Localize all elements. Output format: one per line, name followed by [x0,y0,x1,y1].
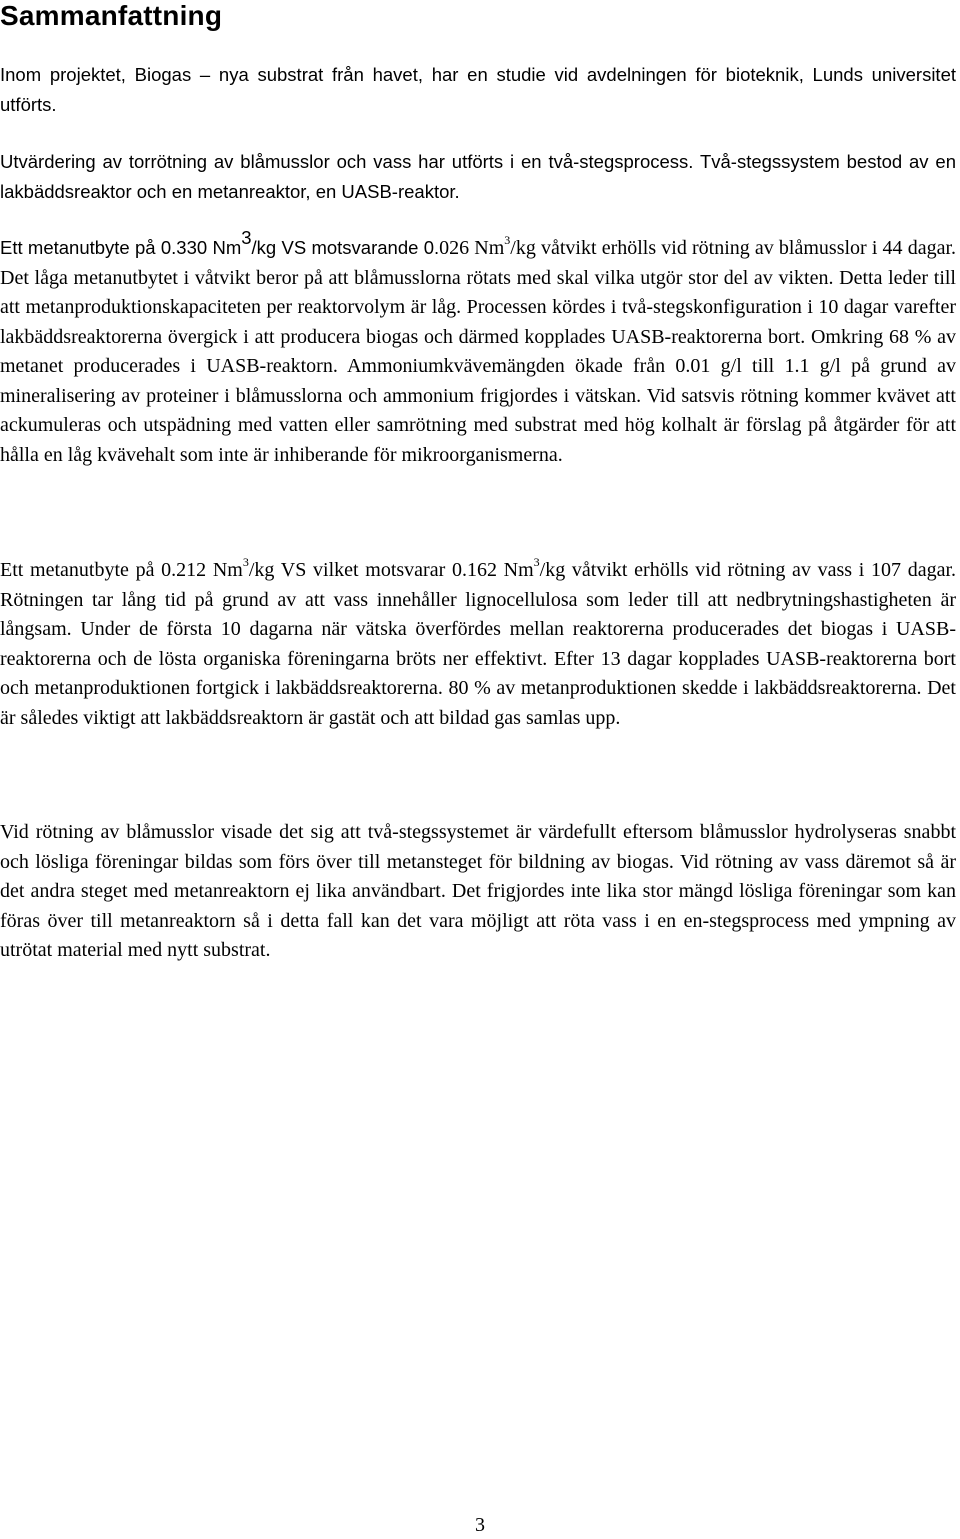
superscript-3: 3 [242,555,249,570]
paragraph-conclusion: Vid rötning av blåmusslor visade det sig att två-stegssystemet är värdefullt eftersom blåmusslor hydrolyseras snabbt och lösliga föreningar bildas som förs över till metansteget för bildning av biogas. Vid rötning av vass däremot så är det andra steget med metanreaktorn ej lika användbart. Det frigjordes inte lika stor mängd lösliga föreningar som kan föras över till metanreaktorn så i detta fall kan det vara möjligt att röta vass i en en-stegsprocess med ympning av utrötat material med nytt substrat. [0,821,956,961]
mussels-yield-text: Ett metanutbyte på 0.330 Nm [0,237,242,258]
mussels-wet-yield: 026 Nm [439,237,505,259]
superscript-3: 3 [504,233,511,248]
paragraph-mussels-results [0,227,957,470]
reed-body-text: /kg våtvikt erhölls vid rötning av vass i 107 dagar. Rötningen tar lång tid på grund av att vass innehåller lignocellulosa som leder till att nedbrytningshastigheten är långsam. Under de första 10 dagarna när vätska överfördes mellan reaktorerna producerades det biogas i UASB-reaktorerna och de lösta organiska föreningarna bröts ner effektivt. Efter 13 dagar kopplades UASB-reaktorerna bort och metanproduktionen fortgick i lakbäddsreaktorerna. 80 % av metanproduktionen skedde i lakbäddsreaktorerna. Det är således viktigt att lakbäddsreaktorn är gastät och att bildad gas samlas upp. [0,559,957,729]
paragraph-reed-results [0,556,956,733]
mussels-yield-unit: /kg VS motsvarande 0. [251,237,440,258]
page-number: 3 [475,1514,485,1536]
reed-yield-unit: /kg VS vilket motsvarar 0.162 Nm [248,559,534,581]
reed-yield-text: Ett metanutbyte på 0.212 Nm [0,559,243,581]
section-heading: Sammanfattning [0,0,223,31]
mussels-body-text: /kg våtvikt erhölls vid rötning av blåmusslor i 44 dagar. Det låga metanutbytet i våtvikt beror på att blåmusslorna rötats med skal vilka utgör stor del av vikten. Detta leder till att metanproduktionskapaciteten per reaktorvolym är låg. Processen kördes i två-stegskonfiguration i 10 dagar varefter lakbäddsreaktorerna övergick i att producera biogas och därmed kopplades UASB-reaktorerna bort. Omkring 68 % av metanet producerades i UASB-reaktorn. Ammoniumkvävemängden ökade från 0.01 g/l till 1.1 g/l på grund av mineralisering av proteiner i blåmusslorna och ammonium frigjordes i vätskan. Vid satsvis rötning kommer kvävet att ackumuleras och utspädning med vatten eller samrötning med substrat med hög kolhalt är förslag på åtgärder för att hålla en låg kvävehalt som inte är inhiberande för mikroorganismerna. [0,237,957,466]
superscript-3: 3 [241,227,252,249]
superscript-3: 3 [533,555,540,570]
paragraph-evaluation: Utvärdering av torrötning av blåmusslor och vass har utförts i en två-stegsprocess. Två-stegssystem bestod av en lakbäddsreaktor och en metanreaktor, en UASB-reaktor. [0,151,956,202]
paragraph-intro: Inom projektet, Biogas – nya substrat från havet, har en studie vid avdelningen för bioteknik, Lunds universitet utförts. [0,64,956,115]
